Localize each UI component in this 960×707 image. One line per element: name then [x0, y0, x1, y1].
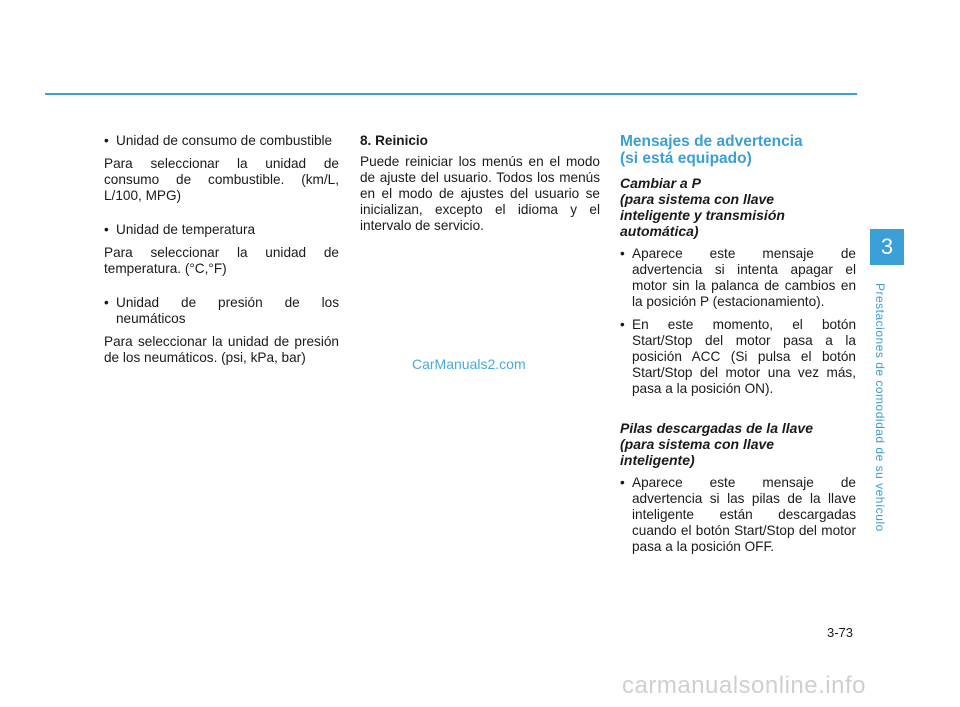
bullet-battery-message: • Aparece este mensaje de advertencia si las pilas de la llave inteligente están descargadas cuando el botón Start/Stop del motor pasa a la posición OFF.	[620, 475, 856, 555]
reset-heading: 8. Reinicio	[360, 133, 428, 148]
subtitle-shift-to-p	[620, 175, 856, 239]
chapter-number-tab: 3	[870, 229, 904, 265]
footer-watermark: carmanualsonline.info	[622, 672, 866, 699]
column-left	[104, 133, 339, 373]
subtitle-battery-line-1: Pilas descargadas de la llave	[620, 420, 814, 436]
bullet-temperature-unit: • Unidad de temperatura	[104, 222, 339, 238]
subtitle-battery-line-3: inteligente)	[620, 452, 695, 468]
paragraph-reset: Puede reiniciar los menús en el modo de ajuste del usuario. Todos los menús en el modo de ajustes del usuario se inicializan, excepto el idioma y el intervalo de servicio.	[360, 154, 600, 233]
subtitle-shift-line-1: Cambiar a P	[620, 175, 701, 191]
bullet-acc-position: • En este momento, el botón Start/Stop del motor pasa a la posición ACC (Si pulsa el botón Start/Stop del motor una vez más, pasa a la posición ON).	[620, 317, 856, 397]
subtitle-key-battery	[620, 420, 856, 468]
subtitle-shift-line-4: automática)	[620, 223, 699, 239]
column-right	[620, 133, 856, 562]
watermark-link[interactable]: CarManuals2.com	[412, 356, 526, 372]
subtitle-shift-line-2: (para sistema con llave	[620, 191, 775, 207]
bullet-tire-pressure-unit: • Unidad de presión de los neumáticos	[104, 295, 339, 327]
chapter-title-text: Prestaciones de comodidad de su vehículo	[873, 283, 887, 532]
section-title-line-1: Mensajes de advertencia	[620, 133, 803, 150]
section-title-warning-messages	[620, 133, 856, 167]
column-middle	[360, 133, 600, 241]
page-number: 3-73	[827, 625, 854, 640]
bullet-shift-message: • Aparece este mensaje de advertencia si intenta apagar el motor sin la palanca de cambios en la posición P (estacionamiento).	[620, 246, 856, 310]
paragraph-temperature-unit: Para seleccionar la unidad de temperatura. (°C,°F)	[104, 245, 339, 276]
paragraph-tire-pressure-unit: Para seleccionar la unidad de presión de los neumáticos. (psi, kPa, bar)	[104, 334, 339, 365]
bullet-fuel-unit: • Unidad de consumo de combustible	[104, 133, 339, 149]
header-rule	[45, 93, 857, 95]
subtitle-battery-line-2: (para sistema con llave	[620, 436, 775, 452]
paragraph-fuel-unit: Para seleccionar la unidad de consumo de combustible. (km/L, L/100, MPG)	[104, 156, 339, 203]
section-title-line-2: (si está equipado)	[620, 150, 752, 167]
subtitle-shift-line-3: inteligente y transmisión	[620, 207, 785, 223]
